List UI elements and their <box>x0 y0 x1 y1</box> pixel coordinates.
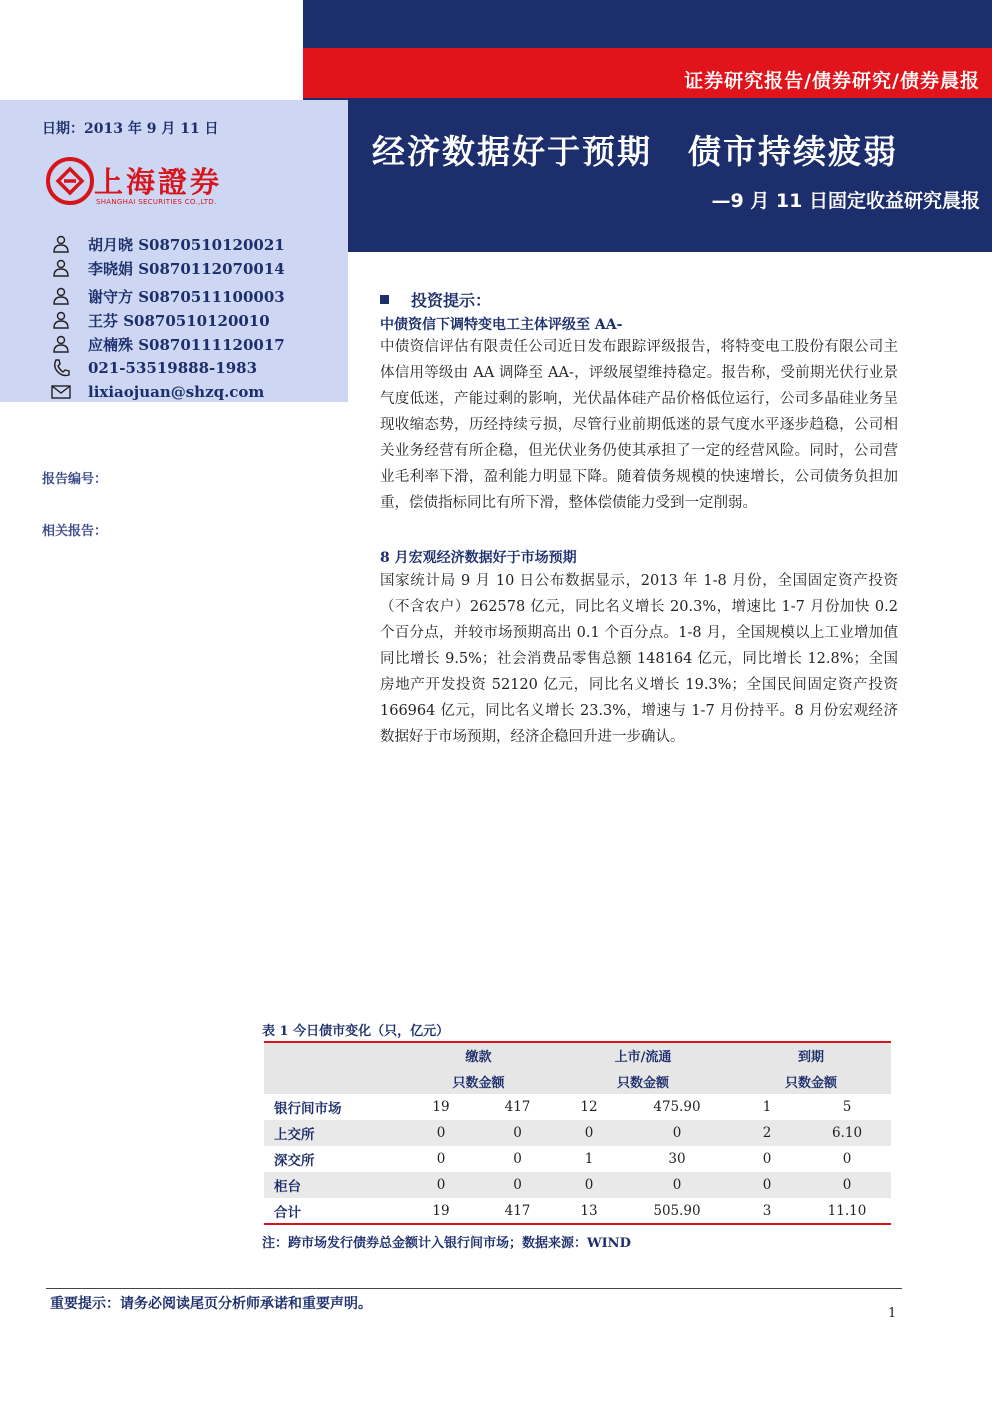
table-cell: 0 <box>480 1172 555 1198</box>
table-cell: 11.10 <box>803 1198 891 1224</box>
section-title: 8 月宏观经济数据好于市场预期 <box>380 550 577 566</box>
column-subheader: 只数金额 <box>402 1068 555 1094</box>
person-icon <box>50 286 72 306</box>
analyst-contact <box>50 309 270 331</box>
important-notice: 重要提示：请务必阅读尾页分析师承诺和重要声明。 <box>50 1296 372 1312</box>
table-cell: 6.10 <box>803 1120 891 1146</box>
analyst-text: 谢守方 S0870511100003 <box>88 287 285 306</box>
row-label: 柜台 <box>264 1172 402 1198</box>
report-title <box>372 126 898 173</box>
table-cell: 0 <box>436 1151 446 1167</box>
report-number-label: 报告编号： <box>42 472 108 487</box>
phone-text: 021-53519888-1983 <box>88 359 258 377</box>
table-cell: 30 <box>668 1151 686 1167</box>
company-logo-subtext: SHANGHAI SECURITIES CO.,LTD. <box>96 198 217 206</box>
table-row <box>264 1146 891 1172</box>
row-label: 合计 <box>264 1198 402 1224</box>
analyst-contact <box>50 333 285 355</box>
analyst-text: 应楠殊 S0870111120017 <box>88 335 285 354</box>
table-row <box>264 1120 891 1146</box>
table-cell: 0 <box>480 1120 555 1146</box>
table-cell: 0 <box>623 1120 731 1146</box>
email-contact[interactable] <box>50 381 264 403</box>
table-cell: 3 <box>731 1198 803 1224</box>
table-cell: 0 <box>402 1120 480 1146</box>
table-cell: 19 <box>402 1198 480 1224</box>
page-number: 1 <box>888 1306 897 1321</box>
analyst-contact <box>50 233 285 255</box>
report-subtitle: —9 月 11 日固定收益研究晨报 <box>711 190 980 212</box>
column-group-header: 到期 <box>731 1042 891 1068</box>
table-cell: 0 <box>555 1120 623 1146</box>
analyst-text: 王芬 S0870510120010 <box>88 311 270 330</box>
table-corner <box>264 1068 402 1094</box>
analyst-contact <box>50 285 285 307</box>
table-cell: 0 <box>762 1151 772 1167</box>
table-cell: 0 <box>402 1172 480 1198</box>
phone-icon <box>50 358 72 378</box>
table-cell: 0 <box>842 1151 852 1167</box>
table-caption: 表 1 今日债市变化（只，亿元） <box>262 1024 450 1039</box>
phone-contact <box>50 357 257 379</box>
section-body: 中债资信评估有限责任公司近日发布跟踪评级报告，将特变电工股份有限公司主体信用等级由 AA 调降至 AA-，评级展望维持稳定。报告称，受前期光伏行业景气度低迷，产能过剩的影响，光伏晶体硅产品价格低位运行，公司多晶硅业务呈现收缩态势，历经持续亏损，尽管行业前期低迷的景气度水平逐步趋稳，公司相关业务经营有所企稳，但光伏业务仍使其承担了一定的经营风险。同时，公司营业毛利率下滑，盈利能力明显下降。随着债务规模的快速增长，公司债务负担加重，偿债指标同比有所下滑，整体偿债能力受到一定削弱。 <box>380 339 898 511</box>
section-body: 国家统计局 9 月 10 日公布数据显示，2013 年 1-8 月份，全国固定资产投资（不含农户）262578 亿元，同比名义增长 20.3%，增速比 1-7 月份加快 0.2 个百分点，并较市场预期高出 0.1 个百分点。1-8 月，全国规模以上工业增加值同比增长 9.5%；社会消费品零售总额 148164 亿元，同比增长 12.8%；全国房地产开发投资 52120 亿元，同比名义增长 19.3%；全国民间固定资产投资 166964 亿元，同比名义增长 23.3%，增速与 1-7 月份持平。8 月份宏观经济数据好于市场预期，经济企稳回升进一步确认。 <box>380 573 898 745</box>
column-subheader: 只数金额 <box>555 1068 731 1094</box>
table-cell: 1 <box>762 1099 772 1115</box>
table-cell: 0 <box>555 1172 623 1198</box>
person-icon <box>50 334 72 354</box>
person-icon <box>50 310 72 330</box>
table-cell: 19 <box>432 1099 450 1115</box>
analyst-text: 李晓娟 S0870112070014 <box>88 259 285 278</box>
table-cell: 5 <box>842 1099 852 1115</box>
analyst-text: 胡月晓 S0870510120021 <box>88 235 285 254</box>
table-cell: 0 <box>731 1172 803 1198</box>
column-group-header: 缴款 <box>402 1042 555 1068</box>
table-cell: 475.90 <box>653 1099 701 1115</box>
table-row <box>264 1094 891 1120</box>
person-icon <box>50 234 72 254</box>
column-subheader: 只数金额 <box>731 1068 891 1094</box>
title-part-1: 经济数据好于预期 <box>372 132 652 171</box>
table-cell: 0 <box>623 1172 731 1198</box>
table-cell: 417 <box>504 1099 531 1115</box>
investment-tips-heading <box>380 288 491 311</box>
table-cell: 0 <box>513 1151 522 1167</box>
report-date: 日期：2013 年 9 月 11 日 <box>42 121 219 137</box>
related-reports-label: 相关报告： <box>42 524 108 539</box>
table-cell: 1 <box>584 1151 594 1167</box>
row-label: 上交所 <box>264 1120 402 1146</box>
investment-tips-label: 投资提示： <box>411 291 492 310</box>
row-label: 深交所 <box>274 1153 315 1169</box>
table-note: 注：跨市场发行债券总金额计入银行间市场；数据来源：WIND <box>262 1236 631 1251</box>
title-part-2: 债市持续疲弱 <box>688 132 898 171</box>
table-cell: 2 <box>731 1120 803 1146</box>
footer-divider <box>46 1288 902 1289</box>
email-text[interactable]: lixiaojuan@shzq.com <box>88 383 265 401</box>
bond-market-table <box>264 1041 891 1225</box>
table-row <box>264 1172 891 1198</box>
table-row <box>264 1198 891 1224</box>
table-cell: 0 <box>803 1172 891 1198</box>
section-title: 中债资信下调特变电工主体评级至 AA- <box>380 317 623 333</box>
report-category: 证券研究报告/债券研究/债券晨报 <box>684 70 980 92</box>
table-corner <box>264 1042 402 1068</box>
table-cell: 417 <box>480 1198 555 1224</box>
person-icon <box>50 258 72 278</box>
table-cell: 12 <box>580 1099 598 1115</box>
mail-icon <box>50 382 72 402</box>
analyst-contact <box>50 257 285 279</box>
column-group-header: 上市/流通 <box>555 1042 731 1068</box>
table-cell: 13 <box>555 1198 623 1224</box>
company-logo-text: 上海證券 <box>94 165 223 199</box>
row-label: 银行间市场 <box>274 1101 342 1117</box>
table-cell: 505.90 <box>623 1198 731 1224</box>
square-bullet-icon <box>380 295 389 304</box>
